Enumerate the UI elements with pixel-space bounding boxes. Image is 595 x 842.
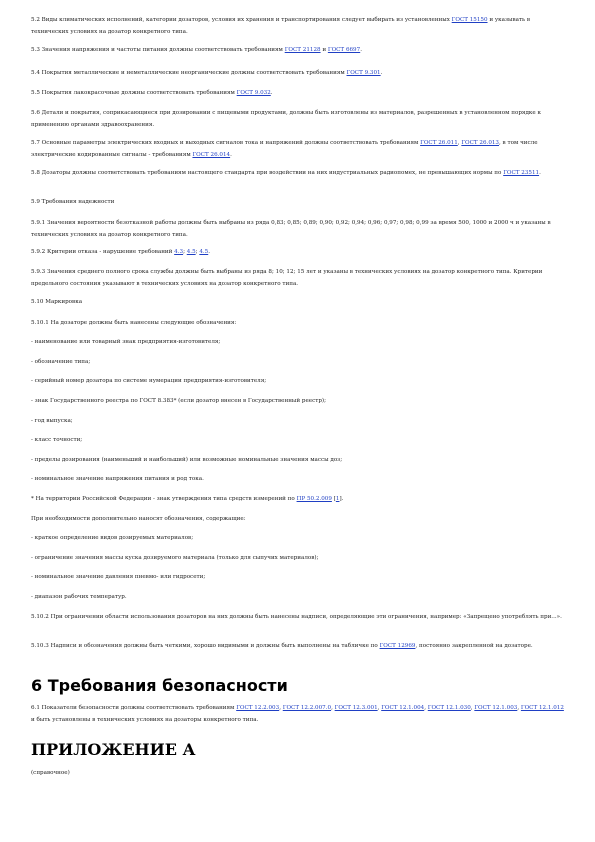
text-segment: 5.2 Виды климатических исполнений, категории дозаторов, условия их хранения и транспортирования следует выбирать из установленных [31, 17, 452, 23]
text-segment: , постоянно закрепленной на дозаторе. [415, 643, 533, 649]
text-segment: и [320, 47, 328, 53]
text-segment: 5.10 Маркировка [31, 299, 83, 305]
text-segment: 5.10.2 При ограничении области использования дозаторов на них должны быть нанесены надписи, определяющие эти ограничения, например: «Запрещено употреблять при...». [31, 614, 562, 620]
reference-link[interactable]: ГОСТ 12.1.012 [520, 705, 564, 711]
reference-link[interactable]: ГОСТ 21128 [284, 47, 321, 53]
reference-link[interactable]: ГОСТ 12.1.003 [474, 705, 518, 711]
text-segment: . [539, 170, 541, 176]
text-segment: ; [195, 249, 200, 255]
reference-link[interactable]: ГОСТ 9.032 [236, 90, 271, 96]
list-item [31, 357, 564, 369]
reference-link[interactable]: ГОСТ 15150 [451, 17, 488, 23]
text-segment: . [208, 249, 210, 255]
reference-link[interactable]: ГОСТ 12.2.007.0 [282, 705, 332, 711]
text-segment: - наименование или товарный знак предприятия-изготовителя; [31, 339, 221, 345]
reference-link[interactable]: ГОСТ 23511 [503, 170, 540, 176]
clause-5-8 [31, 168, 564, 180]
additional-marking-intro [31, 514, 564, 526]
list-item [31, 435, 564, 447]
text-segment: - класс точности; [31, 437, 83, 443]
clause-5-9-3 [31, 267, 564, 290]
text-segment: , [517, 705, 521, 711]
reference-link[interactable]: ПР 50.2.009 [296, 496, 332, 502]
text-segment: 5.7 Основные параметры электрических входных и выходных сигналов тока и напряжений должны соответствовать требованиям [31, 140, 421, 146]
text-segment: . [270, 90, 273, 96]
list-item [31, 416, 564, 428]
text-segment: . [360, 47, 362, 53]
text-segment: ]. [339, 496, 344, 502]
text-segment: . [380, 70, 383, 76]
list-item [31, 592, 564, 604]
list-item [31, 533, 564, 545]
text-segment: - обозначение типа; [31, 359, 91, 365]
list-item [31, 455, 564, 467]
text-segment: [ [331, 496, 336, 502]
clause-5-10 [31, 297, 564, 309]
clause-5-9-1 [31, 218, 564, 241]
text-segment: - номинальное значение напряжения питания и род тока. [31, 476, 204, 482]
reference-link[interactable]: ГОСТ 12.3.001 [334, 705, 378, 711]
clause-5-7 [31, 138, 564, 161]
text-segment: 5.4 Покрытия металлические и неметаллические неорганические должны соответствовать требованиям [31, 70, 347, 76]
reference-link[interactable]: 4.5 [186, 249, 196, 255]
clause-5-10-3 [31, 641, 564, 653]
footnote [31, 494, 564, 506]
text-segment: - диапазон рабочих температур. [31, 594, 127, 600]
text-segment: 5.6 Детали и покрытия, соприкасающиеся при дозировании с пищевыми продуктами, должны быть изготовлены из материалов, разрешенных в установленном порядке к применению органами здравоохранения. [31, 110, 541, 128]
clause-5-6 [31, 108, 564, 131]
text-segment: и быть установлены в технических условиях на дозаторы конкретного типа. [31, 716, 259, 723]
text-segment: При необходимости дополнительно наносят обозначения, содержащие: [31, 516, 246, 522]
reference-link[interactable]: ГОСТ 26.011 [420, 140, 458, 146]
clause-5-9 [31, 197, 564, 209]
reference-link[interactable]: ГОСТ 26.013 [461, 140, 499, 146]
reference-link[interactable]: 1 [335, 496, 340, 502]
text-segment: 5.9.2 Критерии отказа - нарушение требований [31, 249, 175, 255]
text-segment: . [230, 151, 232, 158]
text-segment: 5.10.3 Надписи и обозначения должны быть четкими, хорошо видимыми и должны быть выполнены на табличке по [31, 643, 380, 649]
clause-5-10-2 [31, 612, 564, 624]
text-segment: и указывать в технических условиях на дозатор конкретного типа. [31, 17, 531, 35]
clause-6-1 [31, 703, 564, 726]
text-segment: , [457, 140, 462, 146]
text-segment: - год выпуска; [31, 418, 73, 424]
reference-link[interactable]: ГОСТ 12.1.004 [381, 705, 425, 711]
reference-link[interactable]: ГОСТ 12.1.030 [427, 705, 471, 711]
reference-link[interactable]: 4.3 [174, 249, 184, 255]
section-6-heading: 6 Требования безопасности [31, 676, 288, 695]
text-segment: 6.1 Показатели безопасности должны соответствовать требованиям [31, 705, 237, 711]
list-item [31, 474, 564, 486]
clause-5-2 [31, 15, 564, 38]
text-segment: , [424, 705, 428, 711]
text-segment: , в том числе электрические кодированные сигналы - требованиям [31, 140, 538, 158]
text-segment: - пределы дозирования (наименьший и наибольший) или возможные номинальные значения массы доз; [31, 457, 343, 463]
text-segment: (справочное) [31, 770, 70, 776]
text-segment: - краткое определение видов дозируемых материалов; [31, 535, 194, 541]
text-segment: ; [183, 249, 187, 255]
text-segment: * На территории Российской Федерации - знак утверждения типа средств измерений по [31, 496, 297, 502]
list-item [31, 572, 564, 584]
clause-5-5 [31, 88, 564, 100]
reference-link[interactable]: 4.5 [199, 249, 209, 255]
text-segment: 5.5 Покрытия лакокрасочные должны соответствовать требованиям [31, 90, 237, 96]
reference-link[interactable]: ГОСТ 26.014 [192, 151, 231, 158]
text-segment: - серийный номер дозатора по системе нумерации предприятия-изготовителя; [31, 378, 267, 384]
text-segment: 5.9 Требования надежности [31, 199, 115, 205]
text-segment: - номинальное значение давления пневмо- или гидросети; [31, 574, 206, 580]
text-segment: , [279, 705, 283, 711]
list-item [31, 396, 564, 408]
list-item [31, 553, 564, 565]
appendix-heading: ПРИЛОЖЕНИЕ А [31, 740, 196, 759]
list-item [31, 376, 564, 388]
reference-link[interactable]: ГОСТ 12.2.003 [236, 705, 280, 711]
text-segment: 5.9.3 Значения среднего полного срока службы должны быть выбраны из ряда 8; 10; 12; 15 лет и указаны в технических условиях на дозатор конкретного типа. Критерии предельного состояния указывают в технических условиях на дозатор конкретного типа. [31, 269, 543, 287]
text-segment: , [377, 705, 382, 711]
text-segment: , [331, 705, 335, 711]
reference-link[interactable]: ГОСТ 9.301 [346, 70, 381, 76]
text-segment: 5.9.1 Значения вероятности безотказной работы должны быть выбраны из ряда 0,83; 0,85; 0,89; 0,90; 0,92; 0,94; 0,96; 0,97; 0,98; 0,99 за время 500, 1000 и 2000 ч и указаны в технических условиях на дозатор конкретного типа. [31, 220, 551, 238]
clause-5-9-2 [31, 247, 564, 259]
text-segment: 5.3 Значения напряжения и частоты питания должны соответствовать требованиям [31, 47, 285, 53]
clause-5-3 [31, 45, 564, 57]
text-segment: 5.8 Дозаторы должны соответствовать требованиям настоящего стандарта при воздействии на них индустриальных радиопомех, не превышающих нормы по [31, 170, 504, 176]
text-segment: , [470, 705, 475, 711]
text-segment: - ограничение значения массы куска дозируемого материала (только для сыпучих материалов); [31, 555, 319, 561]
reference-link[interactable]: ГОСТ 6697 [327, 47, 361, 53]
appendix-status [31, 768, 564, 780]
clause-5-4 [31, 68, 564, 80]
list-item [31, 337, 564, 349]
clause-5-10-1 [31, 318, 564, 330]
text-segment: - знак Государственного реестра по ГОСТ 8.383* (если дозатор внесен в Государственный реестр); [31, 398, 326, 404]
reference-link[interactable]: ГОСТ 12969 [379, 643, 416, 649]
text-segment: 5.10.1 На дозаторе должны быть нанесены следующие обозначения: [31, 320, 237, 326]
